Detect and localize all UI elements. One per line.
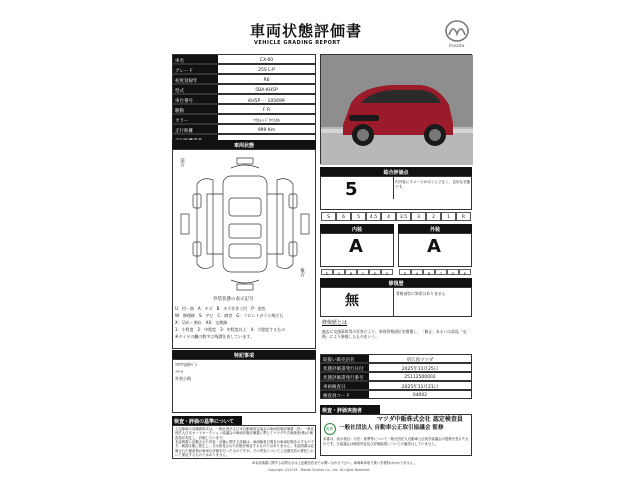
info-label: 型式 [173, 85, 218, 93]
inspection-label: 取扱い販売店名 [321, 355, 369, 362]
info-row-mileage [172, 124, 316, 134]
total-score-value: 5 [345, 179, 358, 200]
inspection-value: 2025年11月25日 [401, 367, 439, 372]
info-value: F R [262, 107, 271, 113]
interior-heading: 内装 [320, 224, 394, 233]
inspection-value: 2025年11月21日 [401, 385, 439, 390]
note-line: ﾐﾗｰﾙ [175, 369, 183, 374]
info-label: グレード [173, 65, 218, 73]
info-value: CX-60 [259, 57, 274, 63]
score-scale-cell: 4.5 [366, 212, 381, 221]
repair-history-value: 無 [345, 293, 359, 309]
info-label: 車台番号 [173, 95, 218, 103]
notes-heading: 特記事項 [172, 350, 316, 359]
grade-scale-cell: S [399, 269, 411, 275]
grade-scale-cell: B [423, 269, 435, 275]
car-diagram [177, 154, 313, 294]
basis-panel [172, 425, 316, 459]
info-label: 走行距離 [173, 125, 218, 133]
exterior-grade: A [427, 236, 441, 257]
report-subtitle: VEHICLE GRADING REPORT [254, 40, 341, 46]
front-label: 前方 [179, 158, 185, 167]
grade-scale-cell: A [411, 269, 423, 275]
report-title: 車両状態評価書 [250, 22, 363, 40]
copyright: Copyright (C)2019 - Mazda Chuhan Co., Ltd. All rights Reserved [268, 468, 370, 472]
interior-panel [320, 233, 394, 267]
score-scale-cell: 5 [351, 212, 366, 221]
info-row-grade [172, 64, 316, 74]
info-row-model [172, 84, 316, 94]
inspection-row [320, 354, 472, 363]
info-row-chassis [172, 94, 316, 104]
divider [393, 288, 394, 317]
score-scale-cell: R [456, 212, 471, 221]
info-value: ｿｳﾙﾚｯﾄﾞｸﾘｽﾀﾙ [253, 118, 280, 124]
repair-definition-heading: 修復歴とは [322, 320, 348, 326]
stamp-seal-icon [324, 423, 336, 435]
score-scale-cell: S [321, 212, 336, 221]
logo-text: mazda [449, 43, 465, 48]
inspector-supervisor: 一般社団法人 自動車公正取引協議会 監修 [339, 425, 444, 431]
info-label: カラー [173, 115, 218, 123]
note-line: ﾌﾛｱ内部ｶﾍﾞﾝ [175, 362, 197, 367]
grade-scale-cell: C [435, 269, 447, 275]
interior-grade: A [349, 236, 363, 257]
info-row-color [172, 114, 316, 124]
footer-note: ※本評価書に関するお問合せは上記販売店までお問い合わせ下さい。車両車体取り扱い手数料はかかりません。 [252, 461, 417, 465]
inspection-value: 04002 [412, 393, 428, 398]
condition-heading: 車両状態 [172, 140, 316, 149]
inspector-panel [320, 414, 472, 456]
legend-line: U：凹・曲 A：キズ B：キズを伴う凹 P：塗色 [175, 306, 266, 311]
vehicle-photo [320, 54, 472, 164]
grade-scale-cell: D [369, 269, 381, 275]
notes-panel [172, 359, 316, 413]
inspector-fine-print: 本書は、表示項目・方法・基準等について一般社団法人自動車公正取引協議会の監修を受けたものです。当協議会は検査内容及び評価結果についての確認はしていません。 [323, 437, 469, 446]
condition-panel [172, 149, 316, 349]
inspection-row [320, 390, 472, 399]
repair-history-heading: 修復歴 [320, 278, 472, 287]
exterior-heading: 外装 [398, 224, 472, 233]
info-value: R6 [263, 77, 270, 83]
info-label: 駆動 [173, 105, 218, 113]
grade-scale-cell: B [345, 269, 357, 275]
grade-scale-cell: E [459, 269, 471, 275]
inspection-label: 車両検査日 [321, 382, 369, 389]
repair-definition-text: 過去に交通事故等の災害により、車体骨格部位を損傷し、「修正」あるいは部品「交換」により修復したものをいう。 [322, 329, 467, 340]
grade-scale-cell: A [333, 269, 345, 275]
stamp-text: 監修 [326, 426, 334, 431]
basis-text-1: 上記車両の評価資料次は、一般社団法人日本自動車査定協会の車両状態評価書（旧）一般社団法人日本オートオークション協議会の車両状態評価書に準じてマツダ中古車販売(株)の検査員が判定し、評価しています。 [175, 427, 315, 440]
inspector-company: マツダ中販株式会社 認定検査員 [377, 416, 463, 423]
basis-text-2: 本証明書に記載された内容・評価に関する詳細は、車両検査日現在の車両状態を示すものです。検査以後に発生し、又は発見された状態を保証するものではありません。本証明書は記載された検査員が車両の評価を行ったものですが、その内容について上記販売店の責任において保証するものではありません。 [175, 440, 315, 458]
legend-line: ※タイヤの欄の数字は残溝を表しています。 [175, 334, 254, 339]
score-scale-cell: 3.5 [396, 212, 411, 221]
grade-scale-cell: E [381, 269, 393, 275]
score-scale-cell: 3 [411, 212, 426, 221]
total-score-comment: 内外装にダメージがほとんどなく、良好な状態です。 [395, 180, 471, 189]
info-row-first-registration [172, 74, 316, 84]
total-score-panel [320, 176, 472, 210]
inspection-label: 状態評価書発行番号 [321, 373, 369, 380]
info-row-name [172, 54, 316, 64]
score-scale-cell: 6 [336, 212, 351, 221]
car-photo-image [321, 55, 473, 165]
info-value: KH5P － 105699 [248, 98, 285, 104]
inspector-heading: 検査・評価実施者 [320, 405, 380, 414]
grade-scale-cell: S [321, 269, 333, 275]
legend-line: W：修理跡 S：サビ C：腐食 G：フロントガラス飛び石 [175, 313, 284, 318]
info-value: 25S L-P [258, 67, 275, 73]
grading-report-sheet [172, 18, 472, 472]
rear-label: 後方 [299, 268, 305, 277]
score-scale-cell: 4 [381, 212, 396, 221]
basis-heading: 検査・評価の基準について [172, 416, 242, 425]
grade-scale-cell: C [357, 269, 369, 275]
inspection-value: 25112500002 [404, 375, 436, 380]
info-value: 5BA-KH5P [255, 87, 278, 93]
inspection-label: 検査員コード [321, 391, 369, 398]
inspection-label: 状態評価書発行日付 [321, 364, 369, 371]
info-label: 初度登録年 [173, 75, 218, 83]
info-value: 999 Km [257, 127, 276, 133]
divider [393, 177, 394, 199]
total-score-heading: 総合評価点 [320, 167, 472, 176]
repair-history-comment: 骨格部位に異常はありません [396, 291, 446, 296]
inspection-row [320, 381, 472, 390]
score-scale-cell: 2 [426, 212, 441, 221]
info-label: 車名 [173, 55, 218, 63]
inspection-value: 府広島マツダ [406, 358, 434, 363]
info-row-drive [172, 104, 316, 114]
repair-history-panel [320, 287, 472, 317]
inspection-row [320, 363, 472, 372]
legend-line: 1：小程度 2：中程度 3：中程度以上 4：大程度するもの [175, 327, 286, 332]
grade-scale-cell: D [447, 269, 459, 275]
legend-title: 外装状態の表示記号 [213, 297, 254, 302]
score-scale-cell: 1 [441, 212, 456, 221]
inspection-row [320, 372, 472, 381]
note-line: 外装小傷 [175, 376, 191, 381]
legend-line: X：切れ・割れ XX：交換跡 [175, 320, 228, 325]
exterior-panel [398, 233, 472, 267]
